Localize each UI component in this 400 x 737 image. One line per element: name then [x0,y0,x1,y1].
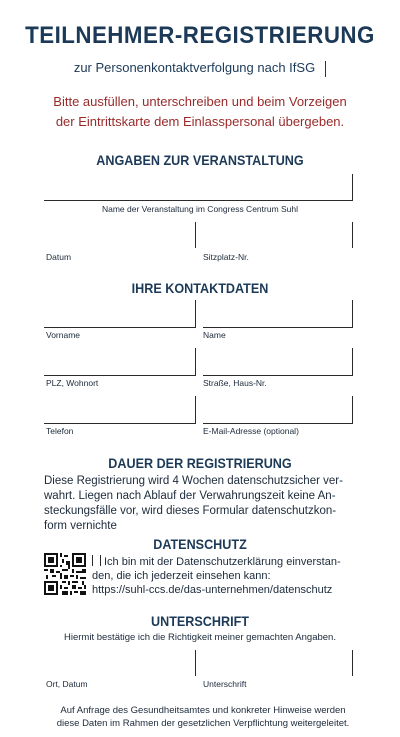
duration-text [44,474,360,534]
instruction-notice [0,92,400,132]
date-label: Datum [46,252,72,262]
duration-line: form vernichte [44,520,117,532]
form-title: TEILNEHMER-REGISTRIERUNG [25,22,375,49]
seat-label: Sitzplatz-Nr. [203,252,249,262]
confirmation-text: Hiermit bestätige ich die Richtigkeit meiner gemachten Angaben. [64,632,336,643]
field-divider [352,650,353,676]
consent-checkbox[interactable] [92,555,101,566]
duration-line: Diese Registrierung wird 4 Wochen datenschutzsicher ver- [44,475,343,487]
duration-heading: DAUER DER REGISTRIERUNG [108,455,292,471]
signature-heading: UNTERSCHRIFT [150,613,249,629]
field-divider [195,396,196,424]
signature-label: Unterschrift [203,679,247,689]
first-name-field[interactable] [44,327,196,328]
field-divider [352,222,353,248]
notice-line: Bitte ausfüllen, unterschreiben und beim Vorzeigen [53,94,347,109]
subtitle-text: zur Personenkontaktverfolgung nach IfSG [73,60,316,75]
field-divider [195,650,196,676]
footer-line: Auf Anfrage des Gesundheitsamtes und konkreter Hinweise werden [60,705,346,716]
zip-city-label: PLZ, Wohnort [46,378,99,388]
field-divider [195,222,196,248]
street-label: Straße, Haus-Nr. [203,378,267,388]
qr-code-icon [44,553,86,595]
duration-line: steckungsfälle vor, wird dieses Formular datenschutzkon- [44,505,337,517]
privacy-heading: DATENSCHUTZ [153,536,247,552]
text-cursor-bar [325,61,326,77]
contact-heading: IHRE KONTAKTDATEN [131,280,269,296]
field-divider [352,174,353,200]
consent-text-line: den, die ich jederzeit einsehen kann: [92,570,271,582]
notice-line: der Eintrittskarte dem Einlasspersonal übergeben. [55,114,345,129]
privacy-consent-line [92,555,360,569]
last-name-field[interactable] [203,327,353,328]
place-date-label: Ort, Datum [46,679,88,689]
privacy-url[interactable]: https://suhl-ccs.de/das-unternehmen/datenschutz [92,584,333,596]
street-field[interactable] [203,375,353,376]
field-divider [352,300,353,328]
email-field[interactable] [203,423,353,424]
event-heading: ANGABEN ZUR VERANSTALTUNG [96,152,304,168]
form-subtitle [0,60,400,77]
footer-note [38,704,368,730]
event-name-label: Name der Veranstaltung im Congress Centrum Suhl [101,204,299,214]
phone-label: Telefon [46,426,74,436]
field-divider [195,348,196,376]
consent-text: Ich bin mit der Datenschutzerklärung einverstan- [104,556,341,568]
event-name-field[interactable] [44,200,353,201]
last-name-label: Name [203,330,226,340]
privacy-consent [92,555,360,597]
email-label: E-Mail-Adresse (optional) [203,426,299,436]
zip-city-field[interactable] [44,375,196,376]
field-divider [352,396,353,424]
first-name-label: Vorname [46,330,81,340]
field-divider [195,300,196,328]
field-divider [352,348,353,376]
footer-line: diese Daten im Rahmen der gesetzlichen Verpflichtung weitergeleitet. [56,718,350,729]
duration-line: wahrt. Liegen nach Ablauf der Verwahrungszeit keine An- [44,490,336,502]
phone-field[interactable] [44,423,196,424]
